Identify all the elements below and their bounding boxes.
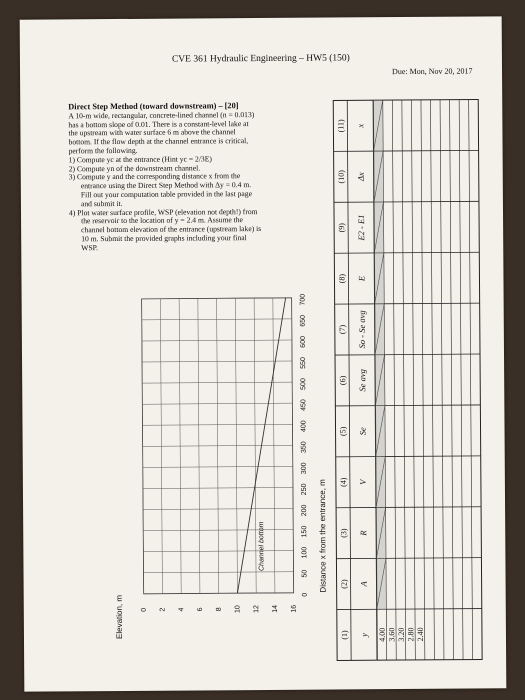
column-header: Se avg bbox=[357, 369, 368, 392]
step-4-cont: 10 m. Submit the provided graphs including your final bbox=[81, 233, 247, 244]
x-tick-label: 300 bbox=[300, 462, 308, 475]
y-value-cell: 4.00 bbox=[377, 627, 387, 642]
y-value-cell: 3.20 bbox=[396, 627, 406, 642]
x-tick-label: 650 bbox=[299, 314, 307, 327]
step-3-cont: Fill out your computation table provided in the last page bbox=[80, 189, 252, 200]
table-row-line bbox=[450, 100, 454, 660]
table-row-line bbox=[392, 100, 396, 660]
table-column-line bbox=[335, 405, 480, 406]
y-tick-label: 8 bbox=[215, 607, 223, 612]
step-4-cont: WSP. bbox=[81, 242, 98, 253]
table-column-line bbox=[336, 507, 481, 508]
step-2: 2) Compute yn of the downstream channel. bbox=[68, 163, 201, 173]
table-row-line bbox=[402, 100, 406, 660]
table-column-line bbox=[336, 456, 481, 457]
y-axis-label: Elevation, m bbox=[114, 594, 124, 640]
y-tick-label: 6 bbox=[197, 607, 205, 612]
problem-title: Direct Step Method (toward downstream) – [20] bbox=[68, 101, 239, 112]
y-value-cell: 2.40 bbox=[415, 627, 425, 642]
channel-bottom-label: Channel bottom bbox=[258, 521, 266, 572]
x-tick-label: 400 bbox=[300, 420, 308, 433]
table-column-line bbox=[334, 150, 479, 151]
table-row-line bbox=[431, 100, 435, 660]
column-header: x bbox=[355, 123, 366, 128]
x-tick-label: 700 bbox=[299, 293, 307, 306]
y-value-cell: 3.60 bbox=[387, 627, 397, 642]
y-tick-label: 10 bbox=[234, 605, 242, 614]
table-column-line bbox=[334, 201, 479, 202]
graph-svg bbox=[91, 277, 344, 659]
column-header: Δx bbox=[355, 172, 366, 182]
y-value-cell: 2.80 bbox=[406, 627, 416, 642]
table-row-line bbox=[440, 100, 444, 660]
column-header: y bbox=[358, 632, 369, 637]
column-number: (1) bbox=[339, 630, 349, 640]
table-divider bbox=[347, 100, 351, 660]
column-number: (4) bbox=[338, 477, 348, 487]
elevation-graph bbox=[91, 277, 344, 659]
column-number: (3) bbox=[339, 528, 349, 538]
x-tick-label: 550 bbox=[300, 357, 308, 369]
column-number: (2) bbox=[339, 579, 349, 589]
page-title: CVE 361 Hydraulic Engineering – HW5 (150) bbox=[171, 53, 350, 65]
y-tick-label: 16 bbox=[290, 604, 298, 613]
column-number: (8) bbox=[337, 273, 347, 284]
homework-sheet bbox=[20, 16, 507, 691]
column-header: R bbox=[358, 530, 369, 536]
x-tick-label: 50 bbox=[301, 569, 309, 578]
x-tick-label: 100 bbox=[301, 546, 309, 559]
x-axis-label: Distance x from the entrance, m bbox=[317, 479, 328, 593]
table-row-line bbox=[411, 100, 415, 660]
graph-grid bbox=[139, 294, 309, 614]
step-3-cont: and submit it. bbox=[80, 198, 123, 209]
column-number: (9) bbox=[337, 223, 347, 233]
problem-statement bbox=[68, 102, 309, 253]
step-1: 1) Compute yc at the entrance (Hint yc = 2/3E) bbox=[68, 154, 212, 165]
table-column-line bbox=[334, 252, 479, 253]
computation-table bbox=[328, 94, 487, 665]
table-grid bbox=[333, 99, 482, 660]
y-tick-label: 0 bbox=[140, 607, 148, 612]
x-tick-label: 450 bbox=[300, 399, 308, 411]
problem-line: has a bottom slope of 0.01. There is a constant-level lake at bbox=[68, 118, 249, 129]
y-tick-label: 14 bbox=[272, 604, 280, 613]
x-tick-label: 500 bbox=[300, 378, 308, 390]
table-svg bbox=[328, 94, 487, 665]
table-column-line bbox=[337, 609, 482, 610]
step-3: 3) Compute y and the corresponding distance x from the bbox=[68, 171, 241, 182]
y-tick-label: 4 bbox=[178, 607, 186, 612]
column-header: E2 - E1 bbox=[356, 214, 367, 241]
column-header: A bbox=[358, 581, 369, 587]
column-number: (6) bbox=[338, 375, 348, 386]
x-tick-label: 150 bbox=[301, 525, 309, 538]
x-tick-label: 250 bbox=[300, 483, 308, 496]
y-tick-label: 12 bbox=[253, 605, 261, 613]
step-4-cont: channel bottom elevation of the entrance (upstream lake) is bbox=[81, 224, 262, 235]
step-3-cont: entrance using the Direct Step Method with Δy = 0.4 m. bbox=[80, 180, 252, 191]
problem-line: the upstream with water surface 6 m above the channel bbox=[68, 127, 236, 138]
table-column-line bbox=[336, 558, 481, 559]
column-number: (11) bbox=[336, 119, 346, 133]
table-row-line bbox=[459, 100, 463, 660]
x-tick-label: 0 bbox=[301, 592, 309, 597]
table-row-line bbox=[421, 100, 425, 660]
step-4: 4) Plot water surface profile, WSP (elevation not depth!) from bbox=[68, 206, 258, 217]
table-column-line bbox=[335, 303, 480, 304]
column-header: E bbox=[356, 275, 367, 282]
column-number: (7) bbox=[337, 324, 347, 335]
column-header: V bbox=[357, 479, 368, 485]
x-tick-label: 600 bbox=[299, 335, 307, 348]
table-column-line bbox=[335, 354, 480, 355]
x-tick-label: 200 bbox=[301, 504, 309, 517]
step-4-cont: the reservoir to the location of y = 2.4 m. Assume the bbox=[81, 215, 243, 226]
table-row-line bbox=[469, 100, 473, 660]
problem-line: A 10-m wide, rectangular, concrete-lined channel (n = 0.013) bbox=[68, 109, 255, 121]
y-tick-label: 2 bbox=[159, 607, 167, 612]
column-number: (5) bbox=[338, 426, 348, 437]
problem-line: bottom. If the flow depth at the channel entrance is critical, bbox=[68, 136, 249, 147]
problem-line: perform the following. bbox=[68, 145, 138, 156]
x-tick-label: 350 bbox=[300, 441, 308, 454]
due-date: Due: Mon, Nov 20, 2017 bbox=[392, 66, 473, 77]
column-header: Se bbox=[357, 427, 368, 436]
column-header: So - Se avg bbox=[356, 310, 367, 349]
column-number: (10) bbox=[336, 170, 346, 184]
shaded-first-row bbox=[373, 100, 386, 609]
